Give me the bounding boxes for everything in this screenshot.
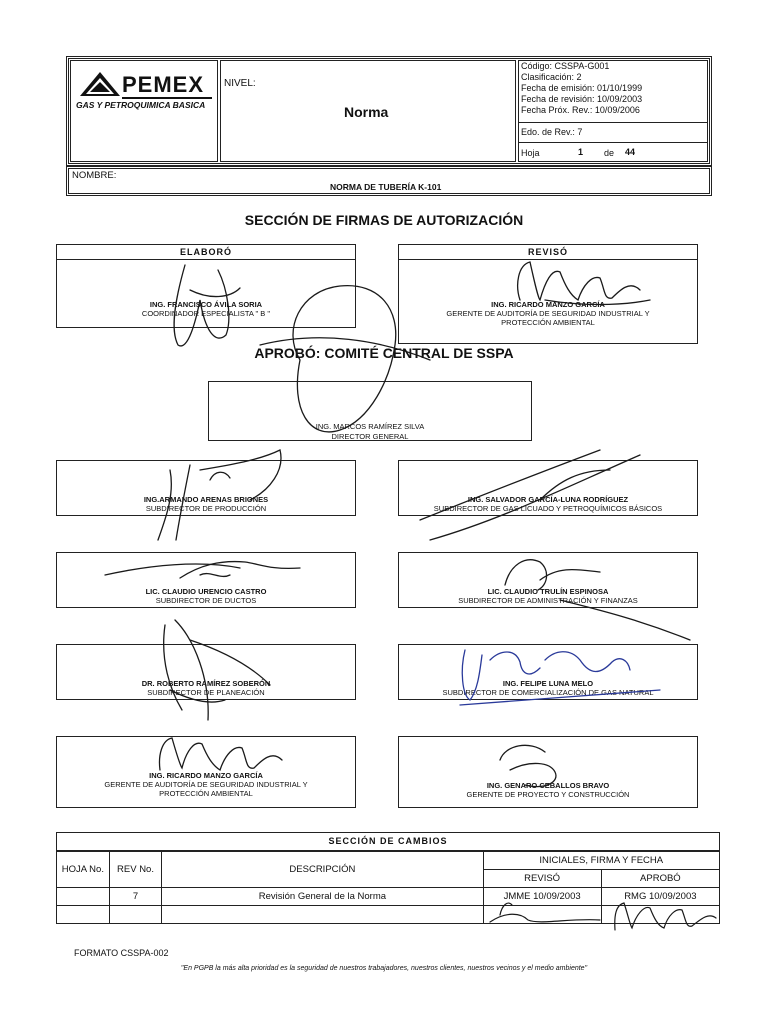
member-box-8 bbox=[398, 736, 698, 808]
member-name-6: ING. FELIPE LUNA MELO bbox=[502, 679, 594, 688]
reviso-box bbox=[398, 244, 698, 344]
cambios-table bbox=[56, 851, 720, 924]
firmas-section-title: SECCIÓN DE FIRMAS DE AUTORIZACIÓN bbox=[244, 212, 524, 228]
col-rev-header: REV No. bbox=[109, 852, 162, 888]
info-block bbox=[521, 61, 642, 116]
member-name-1: ING.ARMANDO ARENAS BRIONES bbox=[143, 495, 269, 504]
de-label: de bbox=[604, 148, 615, 158]
footer-slogan: "En PGPB la más alta prioridad es la seguridad de nuestros trabajadores, nuestros clientes, nuestros vecinos y el medio ambiente" bbox=[180, 965, 588, 972]
col-iniciales-header: INICIALES, FIRMA Y FECHA bbox=[483, 852, 719, 870]
col-aprobo-header: APROBÓ bbox=[601, 870, 719, 888]
col-reviso-header: REVISÓ bbox=[483, 870, 601, 888]
member-name-7: ING. RICARDO MANZO GARCÍA bbox=[149, 771, 263, 780]
member-role-3: SUBDIRECTOR DE DUCTOS bbox=[155, 596, 257, 605]
hoja-total: 44 bbox=[625, 147, 636, 157]
row-hoja bbox=[57, 888, 110, 906]
elaboro-label: ELABORÓ bbox=[57, 245, 355, 260]
member-role-7-line1: GERENTE DE AUDITORÍA DE SEGURIDAD INDUSTRIAL Y bbox=[104, 780, 308, 789]
formato-label: FORMATO CSSPA-002 bbox=[74, 948, 169, 958]
member-role-5: SUBDIRECTOR DE PLANEACIÓN bbox=[147, 688, 265, 697]
empty-cell bbox=[483, 906, 601, 924]
member-box-4 bbox=[398, 552, 698, 608]
hoja-num: 1 bbox=[578, 147, 584, 157]
member-role-8: GERENTE DE PROYECTO Y CONSTRUCCIÓN bbox=[466, 790, 630, 799]
hoja-label: Hoja bbox=[521, 148, 540, 158]
empty-cell bbox=[601, 906, 719, 924]
doc-type: Norma bbox=[344, 104, 389, 120]
clasificacion: Clasificación: 2 bbox=[521, 72, 582, 82]
nombre-label: NOMBRE: bbox=[72, 170, 117, 181]
empty-cell bbox=[109, 906, 162, 924]
member-box-2 bbox=[398, 460, 698, 516]
row-aprobo: RMG 10/09/2003 bbox=[601, 888, 719, 906]
empty-cell bbox=[57, 906, 110, 924]
director-box bbox=[208, 381, 532, 441]
reviso-label: REVISÓ bbox=[399, 245, 697, 260]
member-role-4: SUBDIRECTOR DE ADMINISTRACIÓN Y FINANZAS bbox=[458, 596, 638, 605]
fecha-prox-rev: Fecha Próx. Rev.: 10/09/2006 bbox=[521, 105, 640, 115]
row-descripcion: Revisión General de la Norma bbox=[162, 888, 483, 906]
member-box-7 bbox=[56, 736, 356, 808]
edo-rev: Edo. de Rev.: 7 bbox=[521, 127, 583, 137]
member-box-3 bbox=[56, 552, 356, 608]
member-role-2: SUBDIRECTOR DE GAS LICUADO Y PETROQUÍMICOS BÁSICOS bbox=[433, 504, 663, 513]
col-desc-header: DESCRIPCIÓN bbox=[162, 852, 483, 888]
member-name-4: LIC. CLAUDIO TRULÍN ESPINOSA bbox=[487, 587, 609, 596]
empty-cell bbox=[162, 906, 483, 924]
cambios-title-cell bbox=[56, 832, 720, 851]
member-name-5: DR. ROBERTO RAMÍREZ SOBERÓN bbox=[141, 679, 271, 688]
info-divider-1 bbox=[518, 122, 708, 123]
logo-underline bbox=[122, 97, 212, 99]
logo-brand: PEMEX bbox=[122, 72, 205, 97]
elaboro-box bbox=[56, 244, 356, 328]
elaboro-role: COORDINADOR ESPECIALISTA " B " bbox=[141, 309, 271, 318]
member-box-1 bbox=[56, 460, 356, 516]
director-role: DIRECTOR GENERAL bbox=[331, 432, 409, 441]
member-box-5 bbox=[56, 644, 356, 700]
row-reviso: JMME 10/09/2003 bbox=[483, 888, 601, 906]
logo-subtitle: GAS Y PETROQUIMICA BASICA bbox=[76, 100, 206, 110]
col-hoja-header: HOJA No. bbox=[57, 852, 110, 888]
member-name-2: ING. SALVADOR GARCÍA-LUNA RODRÍGUEZ bbox=[467, 495, 629, 504]
director-name: ING. MARCOS RAMÍREZ SILVA bbox=[315, 422, 425, 431]
aprobo-title: APROBÓ: COMITÉ CENTRAL DE SSPA bbox=[254, 345, 514, 361]
member-role-1: SUBDIRECTOR DE PRODUCCIÓN bbox=[145, 504, 267, 513]
elaboro-name: ING. FRANCISCO ÁVILA SORIA bbox=[149, 300, 263, 309]
pemex-eagle-icon bbox=[78, 68, 122, 98]
member-role-6: SUBDIRECTOR DE COMERCIALIZACIÓN DE GAS NATURAL bbox=[442, 688, 654, 697]
reviso-name: ING. RICARDO MANZO GARCÍA bbox=[491, 300, 605, 309]
fecha-emision: Fecha de emisión: 01/10/1999 bbox=[521, 83, 643, 93]
cambios-section-title: SECCIÓN DE CAMBIOS bbox=[328, 836, 448, 846]
info-divider-2 bbox=[518, 142, 708, 143]
member-name-8: ING. GENARO CEBALLOS BRAVO bbox=[486, 781, 610, 790]
reviso-role-line1: GERENTE DE AUDITORÍA DE SEGURIDAD INDUSTRIAL Y bbox=[446, 309, 650, 318]
member-box-6 bbox=[398, 644, 698, 700]
fecha-revision: Fecha de revisión: 10/09/2003 bbox=[521, 94, 643, 104]
member-role-7-line2: PROTECCIÓN AMBIENTAL bbox=[159, 789, 253, 798]
nivel-label: NIVEL: bbox=[224, 78, 256, 89]
reviso-role-line2: PROTECCIÓN AMBIENTAL bbox=[501, 318, 595, 327]
member-name-3: LIC. CLAUDIO URENCIO CASTRO bbox=[145, 587, 267, 596]
row-rev: 7 bbox=[109, 888, 162, 906]
codigo: Código: CSSPA-G001 bbox=[521, 61, 610, 71]
nombre-value: NORMA DE TUBERÍA K-101 bbox=[330, 182, 442, 192]
